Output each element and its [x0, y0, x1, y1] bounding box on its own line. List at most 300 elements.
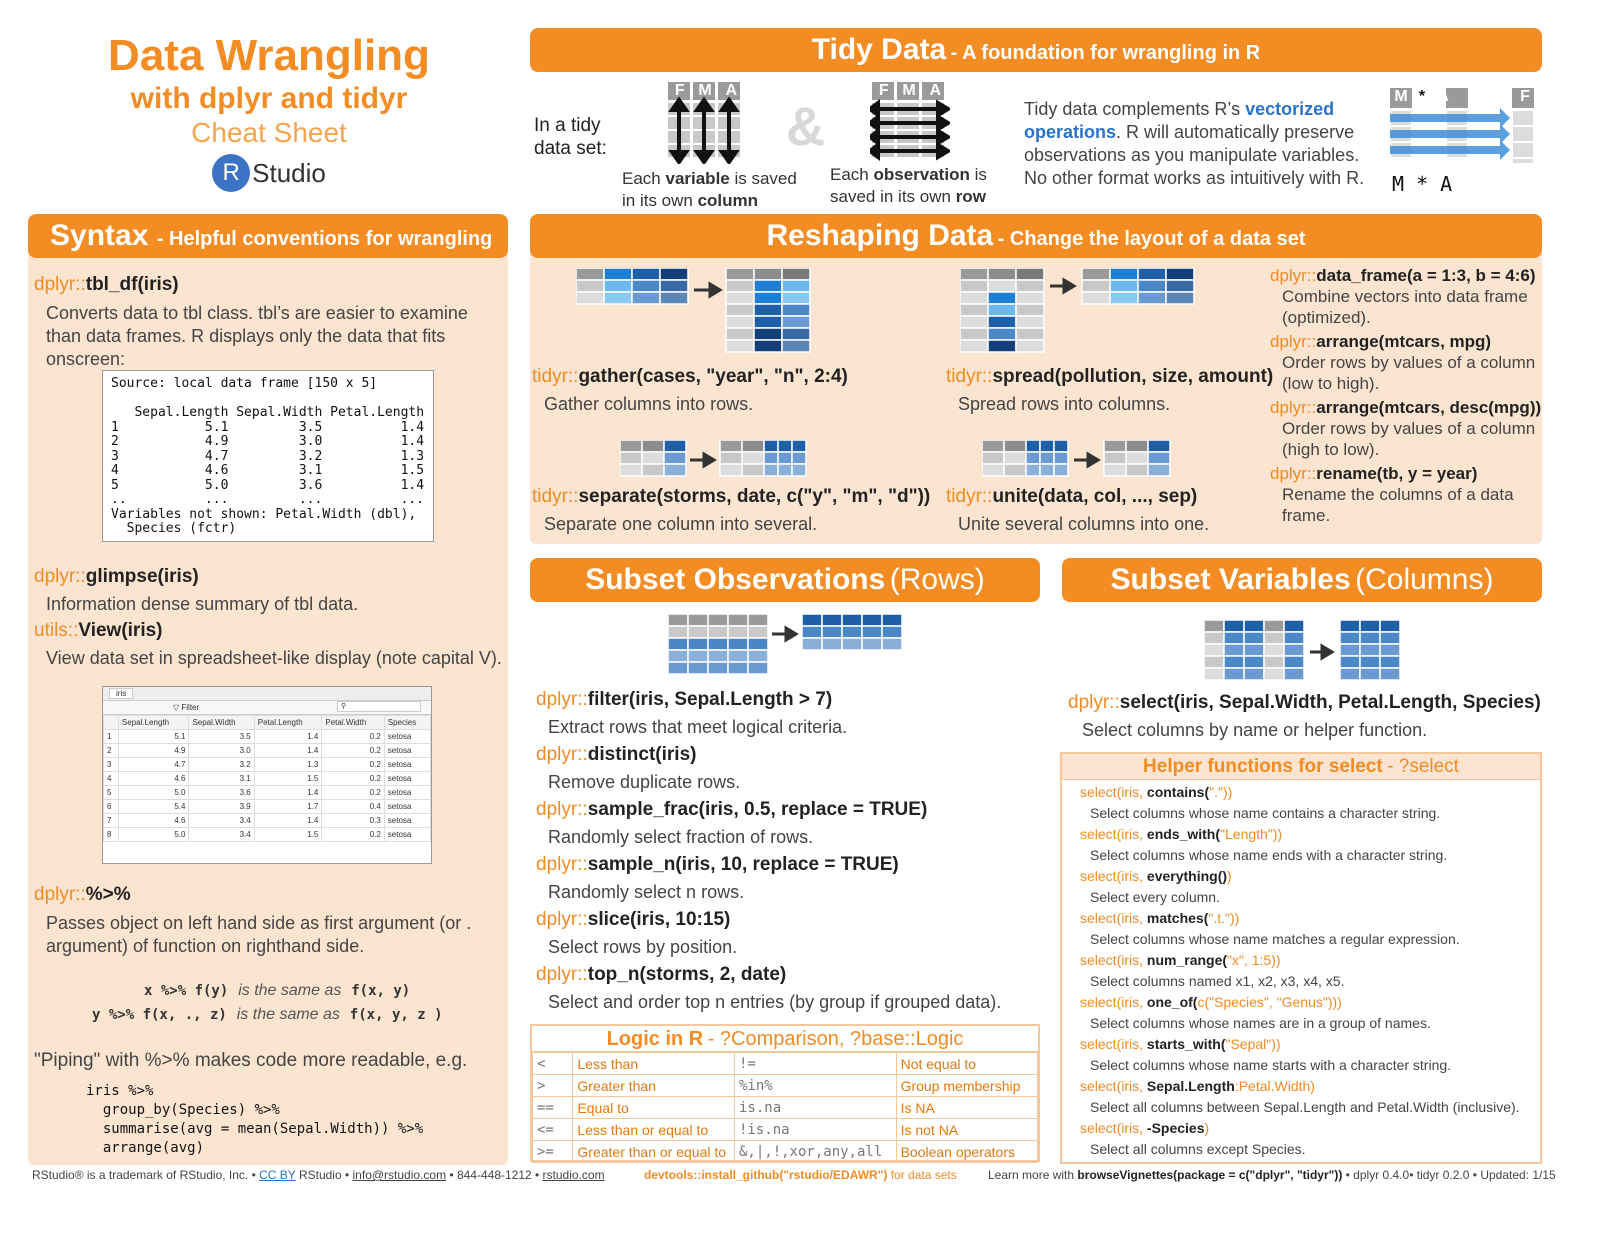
helper-list — [1062, 780, 1540, 1160]
footer-text: Learn more with — [988, 1168, 1078, 1182]
logic-row — [533, 1075, 1038, 1097]
package-prefix: tidyr:: — [532, 366, 579, 387]
helper-prefix: select(iris, — [1080, 910, 1147, 926]
table-cell: 4.6 — [118, 814, 189, 828]
ma-top-labels — [1390, 88, 1454, 106]
helper-arg: "x", 1:5 — [1227, 952, 1272, 968]
helper-prefix: select(iris, — [1080, 1078, 1147, 1094]
helper-arg: "Sepal" — [1225, 1036, 1272, 1052]
helper-function — [1080, 1076, 1540, 1097]
package-prefix: dplyr:: — [536, 744, 588, 765]
view-column-header[interactable]: Species — [384, 716, 430, 730]
table-cell: 5.0 — [118, 828, 189, 842]
syntax-bar — [28, 214, 508, 258]
helper-prefix: select(iris, — [1080, 784, 1147, 800]
table-cell: 3.5 — [189, 730, 254, 744]
helper-prefix: select(iris, — [1080, 868, 1147, 884]
browse-vignettes: browseVignettes(package = c("dplyr", "tidyr")) — [1077, 1168, 1343, 1182]
logic-meaning: Boolean operators — [896, 1141, 1037, 1163]
tidy-text: Tidy data complements R’s — [1024, 99, 1246, 119]
package-prefix: dplyr:: — [536, 964, 588, 985]
table-cell: 2 — [104, 744, 119, 758]
reshaping-bar — [530, 214, 1542, 258]
footer-left — [32, 1168, 605, 1182]
helper-close: ) — [1204, 1120, 1210, 1136]
helper-description: Select columns whose name contains a character string. — [1090, 805, 1441, 821]
table-cell: 3.6 — [189, 786, 254, 800]
logic-row — [533, 1097, 1038, 1119]
package-prefix: dplyr:: — [34, 274, 86, 295]
caption-text: Each — [830, 165, 874, 184]
table-cell: 3.4 — [189, 814, 254, 828]
table-cell: 1.4 — [254, 744, 322, 758]
reshaping-title: Reshaping Data — [766, 219, 994, 252]
helper-name: everything() — [1146, 868, 1228, 884]
view-column-header[interactable]: Petal.Width — [322, 716, 384, 730]
subset-obs-description: Extract rows that meet logical criteria. — [548, 717, 848, 737]
tidy-highlight: vectorized operations — [1024, 99, 1335, 142]
caption-bold: variable — [665, 169, 730, 188]
table-cell: setosa — [384, 800, 430, 814]
subset-obs-bar — [530, 558, 1040, 602]
helper-name: starts_with( — [1146, 1036, 1226, 1052]
table-row — [104, 744, 431, 758]
arrange-desc-function — [1270, 398, 1540, 418]
piping-code: iris %>% group_by(Species) %>% summarise(avg = mean(Sepal.Width)) %>% arrange(avg) — [86, 1083, 424, 1156]
unite-diagram — [982, 440, 1172, 480]
helper-close: )) — [1332, 994, 1342, 1010]
email-link[interactable]: info@rstudio.com — [352, 1168, 447, 1182]
table-cell: 0.2 — [322, 758, 384, 772]
table-cell: 3 — [104, 758, 119, 772]
devtools-install: devtools::install_github("rstudio/EDAWR") — [644, 1168, 888, 1182]
search-icon[interactable]: ⚲ — [337, 701, 421, 712]
caption-text: is saved in its own — [830, 165, 987, 206]
table-cell: 1.3 — [254, 758, 322, 772]
caption-bold: observation — [873, 165, 970, 184]
view-toolbar — [103, 701, 431, 715]
table-cell: 4.9 — [118, 744, 189, 758]
table-cell: setosa — [384, 758, 430, 772]
package-prefix: dplyr:: — [1270, 398, 1317, 417]
table-cell: setosa — [384, 744, 430, 758]
helper-function — [1080, 992, 1540, 1013]
caption-text: Each — [622, 169, 666, 188]
gather-function — [532, 366, 848, 388]
helper-arg: "." — [1209, 784, 1223, 800]
table-cell: 4.6 — [118, 772, 189, 786]
logic-header — [532, 1026, 1038, 1052]
table-cell: 0.4 — [322, 800, 384, 814]
function-name: glimpse(iris) — [85, 566, 199, 587]
table-cell: 0.2 — [322, 786, 384, 800]
r-logo-icon: R — [212, 154, 250, 192]
reshaping-right-column — [1270, 266, 1540, 526]
table-row — [104, 786, 431, 800]
function-name: data_frame(a = 1:3, b = 4:6) — [1316, 266, 1536, 285]
helper-name: one_of( — [1146, 994, 1198, 1010]
package-prefix: dplyr:: — [34, 884, 86, 905]
pipe-example-1 — [144, 982, 410, 1000]
helper-close: )) — [1222, 784, 1233, 800]
page-title: Data Wrangling — [108, 31, 430, 80]
spread-diagram — [960, 268, 1196, 362]
table-cell: 3.0 — [189, 744, 254, 758]
fma-f: F — [878, 82, 889, 99]
view-window — [102, 686, 432, 864]
helper-close: )) — [1271, 952, 1281, 968]
helper-function — [1080, 950, 1540, 971]
logic-table-box — [530, 1024, 1040, 1162]
package-prefix: tidyr:: — [532, 486, 579, 507]
helper-arg: ".t." — [1208, 910, 1230, 926]
gather-diagram — [576, 268, 812, 362]
syntax-subtitle: - Helpful conventions for wrangling — [156, 228, 493, 250]
same-as: is the same as — [236, 1006, 340, 1023]
subset-obs-function — [536, 851, 1036, 878]
function-name: top_n(storms, 2, date) — [587, 964, 787, 985]
helper-name: contains( — [1146, 784, 1210, 800]
function-name: filter(iris, Sepal.Length > 7) — [587, 689, 833, 710]
page-subtitle-2: Cheat Sheet — [191, 117, 347, 148]
rename-description: Rename the columns of a data frame. — [1282, 485, 1514, 525]
function-name: arrange(mtcars, desc(mpg)) — [1316, 398, 1542, 417]
subset-obs-description: Select rows by position. — [548, 937, 738, 957]
helper-header — [1062, 754, 1540, 780]
package-prefix: dplyr:: — [1068, 692, 1120, 713]
logic-meaning: Greater than — [573, 1075, 735, 1097]
function-name: select(iris, Sepal.Width, Petal.Length, Species) — [1119, 692, 1541, 713]
footer-text: • 844-448-1212 • — [446, 1168, 543, 1182]
helper-arg: "Length" — [1220, 826, 1273, 842]
tbl-output: Source: local data frame [150 x 5] Sepal.Length Sepal.Width Petal.Length 1 5.1 3.5 1.4 2 4.9 3.0 1.4 3 4.7 3.2 1.3 4 4.6 3.1 1.5 5 5.0 3.6 1.4 .. ... ... ... Variables not shown: Petal.Width (dbl), Species (fctr) — [102, 370, 434, 542]
table-cell: 0.2 — [322, 744, 384, 758]
table-cell: 3.2 — [189, 758, 254, 772]
view-description: View data set in spreadsheet-like display (note capital V). — [46, 648, 502, 668]
site-link[interactable]: rstudio.com — [542, 1168, 605, 1182]
logic-row — [533, 1119, 1038, 1141]
table-cell: 4.7 — [118, 758, 189, 772]
tidy-intro: In a tidy data set: — [534, 115, 607, 159]
subset-obs-description: Randomly select n rows. — [548, 882, 745, 902]
subset-obs-list — [536, 686, 1036, 1016]
subset-obs-description: Randomly select fraction of rows. — [548, 827, 814, 847]
fma-f: F — [674, 82, 685, 99]
pipe-function — [34, 884, 131, 906]
subset-obs-diagram — [668, 614, 904, 680]
function-name: unite(data, col, ..., sep) — [992, 486, 1198, 507]
separate-function — [532, 486, 930, 508]
subset-obs-function — [536, 741, 1036, 768]
helper-function — [1080, 1118, 1540, 1139]
tidy-data-subtitle: - A foundation for wrangling in R — [950, 42, 1261, 64]
helper-prefix: select(iris, — [1080, 994, 1147, 1010]
table-cell: 0.3 — [322, 814, 384, 828]
function-name: distinct(iris) — [587, 744, 697, 765]
subset-obs-description: Remove duplicate rows. — [548, 772, 741, 792]
package-prefix: dplyr:: — [1270, 266, 1317, 285]
table-cell: setosa — [384, 786, 430, 800]
helper-box — [1060, 752, 1542, 1164]
helper-name: num_range( — [1146, 952, 1228, 968]
unite-function — [946, 486, 1197, 508]
logic-operator: < — [533, 1053, 573, 1075]
rstudio-logo — [212, 154, 326, 192]
table-cell: setosa — [384, 772, 430, 786]
table-cell: 1.7 — [254, 800, 322, 814]
helper-description: Select columns whose name ends with a character string. — [1090, 847, 1448, 863]
gather-description: Gather columns into rows. — [544, 394, 754, 414]
view-tabbar — [103, 687, 431, 701]
cc-by-link[interactable]: CC BY — [259, 1168, 296, 1182]
data-frame-function — [1270, 266, 1540, 286]
helper-function — [1080, 908, 1540, 929]
filter-icon[interactable]: ▽ — [173, 703, 180, 712]
code-a: x %>% f(y) — [144, 983, 229, 999]
logic-meaning: Greater than or equal to — [573, 1141, 735, 1163]
helper-function — [1080, 782, 1540, 803]
view-column-header[interactable]: Petal.Length — [254, 716, 322, 730]
table-row — [104, 800, 431, 814]
table-cell: 5.0 — [118, 786, 189, 800]
helper-prefix: select(iris, — [1080, 826, 1147, 842]
helper-function — [1080, 866, 1540, 887]
helper-description: Select columns whose name starts with a character string. — [1090, 1057, 1452, 1073]
logic-meaning: Group membership — [896, 1075, 1037, 1097]
ma-star: * — [1418, 88, 1426, 105]
helper-name: matches( — [1146, 910, 1209, 926]
helper-name: -Species — [1146, 1120, 1205, 1136]
helper-name: Sepal.Length — [1146, 1078, 1235, 1094]
fma-m: M — [902, 82, 916, 99]
package-prefix: dplyr:: — [536, 799, 588, 820]
helper-arg: : — [1234, 1078, 1239, 1094]
view-table — [103, 715, 431, 842]
code-a: y %>% f(x, ., z) — [92, 1007, 227, 1023]
fma-labels-1 — [668, 82, 744, 100]
subset-obs-function — [536, 686, 1036, 713]
table-cell: 1 — [104, 730, 119, 744]
glimpse-function — [34, 566, 199, 588]
table-cell: 7 — [104, 814, 119, 828]
code-b: f(x, y) — [351, 983, 411, 999]
helper-description: Select all columns between Sepal.Length and Petal.Width (inclusive). — [1090, 1099, 1520, 1115]
helper-title: Helper functions for select — [1143, 756, 1383, 777]
logic-title: Logic in R — [606, 1028, 704, 1050]
subset-obs-description: Select and order top n entries (by group if grouped data). — [548, 992, 1002, 1012]
package-prefix: tidyr:: — [946, 366, 993, 387]
subset-obs-function — [536, 796, 1036, 823]
function-name: arrange(mtcars, mpg) — [1316, 332, 1492, 351]
package-prefix: dplyr:: — [1270, 464, 1317, 483]
page-subtitle: with dplyr and tidyr — [130, 82, 408, 115]
separate-diagram — [620, 440, 810, 480]
helper-description: Select every column. — [1090, 889, 1220, 905]
spread-function — [946, 366, 1273, 388]
logic-operator: > — [533, 1075, 573, 1097]
subset-obs-function — [536, 906, 1036, 933]
select-description: Select columns by name or helper function. — [1082, 720, 1428, 740]
subset-obs-paren: (Rows) — [889, 563, 985, 596]
helper-prefix: select(iris, — [1080, 952, 1147, 968]
logic-operator: != — [734, 1053, 896, 1075]
logic-meaning: Less than or equal to — [573, 1119, 735, 1141]
reshaping-subtitle: - Change the layout of a data set — [997, 228, 1306, 250]
table-cell: setosa — [384, 730, 430, 744]
tidy-description — [1024, 98, 1374, 190]
logic-row — [533, 1053, 1038, 1075]
helper-subtitle: - ?select — [1387, 756, 1459, 777]
footer-text: RStudio • — [295, 1168, 353, 1182]
select-function — [1068, 692, 1541, 714]
pipe-example-2 — [92, 1006, 443, 1024]
table-cell: 8 — [104, 828, 119, 842]
ma-m: M — [1394, 88, 1408, 105]
table-cell: 3.9 — [189, 800, 254, 814]
table-cell: 3.4 — [189, 828, 254, 842]
tidy-data-title: Tidy Data — [811, 33, 947, 66]
table-cell: 4 — [104, 772, 119, 786]
footer-text: for data sets — [887, 1168, 957, 1182]
package-prefix: tidyr:: — [946, 486, 993, 507]
footer-right — [988, 1168, 1556, 1182]
package-prefix: utils:: — [34, 620, 79, 641]
glimpse-description: Information dense summary of tbl data. — [46, 594, 359, 614]
table-cell: 5.4 — [118, 800, 189, 814]
piping-text: "Piping" with %>% makes code more readable, e.g. — [34, 1050, 468, 1071]
variable-caption — [622, 168, 807, 212]
helper-close: Petal.Width) — [1238, 1078, 1315, 1094]
code-b: f(x, y, z ) — [349, 1007, 443, 1023]
function-name: gather(cases, "year", "n", 2:4) — [578, 366, 848, 387]
helper-prefix: select(iris, — [1080, 1120, 1147, 1136]
unite-description: Unite several columns into one. — [958, 514, 1210, 534]
table-cell: 1.4 — [254, 786, 322, 800]
ma-a: A — [1437, 88, 1449, 105]
logic-operator: &,|,!,xor,any,all — [734, 1141, 896, 1163]
function-name: sample_n(iris, 10, replace = TRUE) — [587, 854, 899, 875]
arrange-function — [1270, 332, 1540, 352]
helper-description: Select columns whose names are in a group of names. — [1090, 1015, 1431, 1031]
subset-obs-function — [536, 961, 1036, 988]
helper-function — [1080, 1034, 1540, 1055]
table-cell: 3.1 — [189, 772, 254, 786]
view-column-header[interactable]: Sepal.Length — [118, 716, 189, 730]
package-prefix: dplyr:: — [536, 909, 588, 930]
syntax-title: Syntax — [50, 219, 149, 252]
pipe-description: Passes object on left hand side as first argument (or . argument) of function on righthand side. — [46, 913, 472, 956]
observation-caption — [830, 164, 1000, 208]
helper-description: Select columns whose name matches a regular expression. — [1090, 931, 1460, 947]
table-cell: 6 — [104, 800, 119, 814]
rename-function — [1270, 464, 1540, 484]
logic-table — [532, 1052, 1038, 1163]
subset-vars-title: Subset Variables — [1110, 563, 1351, 596]
logic-operator: !is.na — [734, 1119, 896, 1141]
helper-description: Select all columns except Species. — [1090, 1141, 1306, 1157]
helper-prefix: select(iris, — [1080, 1036, 1147, 1052]
table-cell: 1.4 — [254, 730, 322, 744]
package-prefix: dplyr:: — [536, 854, 588, 875]
caption-bold: row — [955, 187, 986, 206]
logic-operator: <= — [533, 1119, 573, 1141]
helper-function — [1080, 824, 1540, 845]
fma-labels-2 — [872, 82, 948, 100]
spread-description: Spread rows into columns. — [958, 394, 1171, 414]
footer-text: RStudio® is a trademark of RStudio, Inc. • — [32, 1168, 260, 1182]
arrange-description: Order rows by values of a column (low to high). — [1282, 353, 1536, 393]
table-row — [104, 828, 431, 842]
subset-vars-paren: (Columns) — [1355, 563, 1494, 596]
fma-m: M — [698, 82, 712, 99]
filter-label[interactable]: Filter — [181, 703, 200, 712]
logic-meaning: Not equal to — [896, 1053, 1037, 1075]
helper-close: ) — [1227, 868, 1232, 884]
function-name: tbl_df(iris) — [85, 274, 179, 295]
table-cell: 1.5 — [254, 828, 322, 842]
caption-bold: column — [697, 191, 759, 210]
helper-close: )) — [1272, 826, 1283, 842]
header — [30, 30, 508, 205]
table-cell: 0.2 — [322, 730, 384, 744]
tbl-df-description: Converts data to tbl class. tbl’s are easier to examine than data frames. R displays only the data that fits onscreen: — [46, 303, 468, 369]
function-name: spread(pollution, size, amount) — [992, 366, 1274, 387]
ampersand: & — [786, 97, 825, 157]
table-cell: 1.4 — [254, 814, 322, 828]
function-name: rename(tb, y = year) — [1316, 464, 1478, 483]
logic-meaning: Equal to — [573, 1097, 735, 1119]
logic-subtitle: - ?Comparison, ?base::Logic — [707, 1028, 964, 1050]
logic-row — [533, 1141, 1038, 1163]
package-prefix: dplyr:: — [1270, 332, 1317, 351]
table-row — [104, 758, 431, 772]
studio-label: Studio — [252, 157, 326, 188]
data-frame-description: Combine vectors into data frame (optimized). — [1282, 287, 1528, 327]
helper-name: ends_with( — [1146, 826, 1221, 842]
package-prefix: dplyr:: — [34, 566, 86, 587]
subset-vars-diagram — [1204, 620, 1404, 686]
logic-operator: >= — [533, 1141, 573, 1163]
helper-close: )) — [1271, 1036, 1281, 1052]
fma-a: A — [725, 82, 738, 99]
table-cell: 1.5 — [254, 772, 322, 786]
logic-operator: == — [533, 1097, 573, 1119]
helper-arg: c("Species", "Genus") — [1197, 994, 1333, 1010]
view-tab[interactable]: iris — [109, 688, 133, 699]
separate-description: Separate one column into several. — [544, 514, 818, 534]
arrange-desc-description: Order rows by values of a column (high to low). — [1282, 419, 1536, 459]
subset-vars-bar — [1062, 558, 1542, 602]
function-name: %>% — [85, 884, 131, 905]
helper-close: )) — [1229, 910, 1240, 926]
footer-text: • dplyr 0.4.0• tidyr 0.2.0 • Updated: 1/15 — [1342, 1168, 1556, 1182]
tidy-text: . R will automatically preserve observations as you manipulate variables. No other format works as intuitively with R. — [1024, 122, 1365, 188]
caption-text: is saved in its own — [622, 169, 797, 210]
table-cell: 5.1 — [118, 730, 189, 744]
logic-meaning: Less than — [573, 1053, 735, 1075]
table-cell: 0.2 — [322, 828, 384, 842]
table-row — [104, 772, 431, 786]
ma-label: M * A — [1392, 172, 1453, 196]
function-name: sample_frac(iris, 0.5, replace = TRUE) — [587, 799, 928, 820]
view-column-header[interactable]: Sepal.Width — [189, 716, 254, 730]
helper-description: Select columns named x1, x2, x3, x4, x5. — [1090, 973, 1345, 989]
logic-meaning: Is NA — [896, 1097, 1037, 1119]
table-cell: 0.2 — [322, 772, 384, 786]
view-column-header[interactable] — [104, 716, 119, 730]
f-label: F — [1520, 88, 1530, 105]
footer-center — [644, 1168, 957, 1182]
